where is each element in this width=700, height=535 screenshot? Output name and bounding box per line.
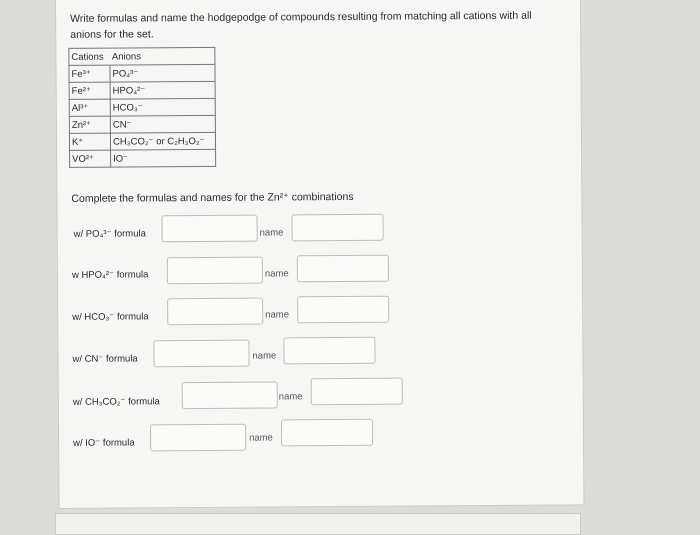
- name-label: name: [278, 391, 303, 403]
- table-row: [69, 132, 215, 150]
- formula-input[interactable]: [162, 215, 258, 243]
- formula-input[interactable]: [150, 424, 246, 452]
- formula-label: w/ IO⁻ formula: [73, 437, 135, 449]
- formula-input[interactable]: [153, 340, 249, 368]
- name-label: name: [265, 309, 290, 321]
- question-page: [55, 0, 585, 509]
- table-row: [69, 81, 215, 99]
- table-row: [70, 149, 216, 167]
- cation-cell: VO²⁺: [70, 150, 111, 167]
- table-row: [69, 98, 215, 116]
- name-input[interactable]: [292, 214, 384, 242]
- anion-cell: HCO₃⁻: [110, 98, 215, 116]
- header-anions: Anions: [110, 47, 215, 65]
- header-cations: Cations: [69, 48, 110, 65]
- name-input[interactable]: [283, 337, 375, 365]
- table-header-row: [69, 47, 215, 65]
- formula-input[interactable]: [167, 257, 263, 285]
- name-input[interactable]: [311, 378, 403, 406]
- anion-cell: HPO₄²⁻: [110, 81, 215, 99]
- name-label: name: [264, 268, 289, 280]
- anion-cell: CN⁻: [110, 115, 215, 133]
- name-input[interactable]: [297, 296, 389, 324]
- page-edge: [55, 513, 581, 535]
- anion-cell: CH₃CO₂⁻ or C₂H₃O₂⁻: [110, 132, 215, 150]
- formula-label: w/ CN⁻ formula: [72, 353, 138, 365]
- name-label: name: [249, 432, 273, 444]
- name-input[interactable]: [281, 419, 373, 447]
- table-row: [69, 115, 215, 133]
- formula-label: w/ PO₄³⁻ formula: [73, 228, 146, 240]
- prompt-text: Complete the formulas and names for the Zn²⁺ combinations: [71, 190, 354, 205]
- formula-label: w/ HCO₃⁻ formula: [72, 311, 149, 323]
- formula-label: w HPO₄²⁻ formula: [71, 269, 149, 281]
- formula-input[interactable]: [182, 381, 278, 409]
- anion-cell: IO⁻: [111, 149, 216, 167]
- cation-cell: K⁺: [69, 133, 110, 150]
- cation-cell: Fe³⁺: [69, 65, 110, 82]
- name-label: name: [259, 227, 284, 239]
- formula-label: w/ CH₃CO₂⁻ formula: [72, 396, 160, 408]
- cation-cell: Fe²⁺: [69, 82, 110, 99]
- table-row: [69, 64, 215, 82]
- formula-input[interactable]: [167, 298, 263, 326]
- cation-anion-table: [68, 47, 216, 168]
- instructions: Write formulas and name the hodgepodge of compounds resulting from matching all cations with all anions for the set.: [70, 9, 532, 41]
- name-label: name: [252, 350, 277, 362]
- name-input[interactable]: [297, 255, 389, 283]
- anion-cell: PO₄³⁻: [110, 64, 215, 82]
- cation-cell: Zn²⁺: [69, 116, 110, 133]
- cation-cell: Al³⁺: [69, 99, 110, 116]
